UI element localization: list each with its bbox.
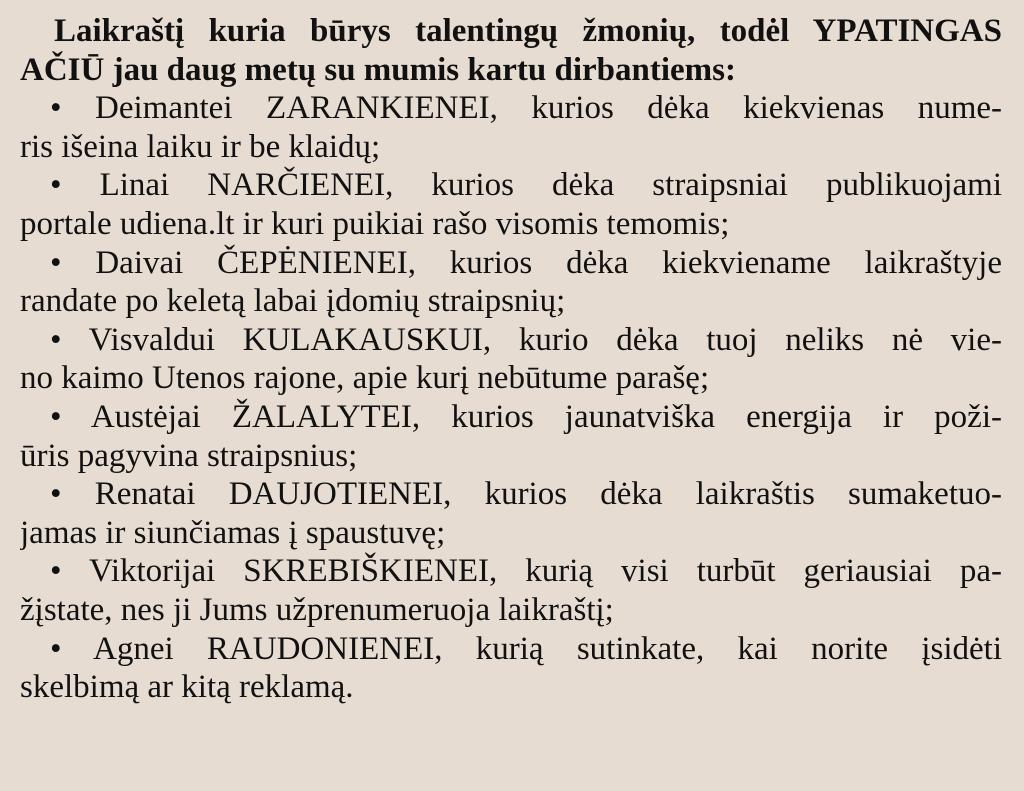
- list-item-line-2: jamas ir siunčiamas į spaustuvę;: [20, 514, 446, 551]
- list-item: [20, 321, 1002, 398]
- list-item-line-1: • Austėjai ŽALALYTEI, kurios jaunatviška energija ir poži-: [50, 398, 1002, 435]
- list-item: [20, 166, 1002, 243]
- list-item-line-1: • Viktorijai SKREBIŠKIENEI, kurią visi turbūt geriausiai pa-: [50, 553, 1002, 590]
- list-item-line-1: • Renatai DAUJOTIENEI, kurios dėka laikraštis sumaketuo-: [50, 476, 1002, 513]
- list-item: [20, 398, 1002, 475]
- list-item-line-2: ūris pagyvina straipsnius;: [20, 437, 358, 474]
- list-item-line-1: • Deimantei ZARANKIENEI, kurios dėka kiekvienas nume-: [50, 90, 1002, 127]
- list-item-line-2: randate po keletą labai įdomių straipsnių;: [20, 283, 566, 320]
- list-item: [20, 475, 1002, 552]
- staff-list: [20, 89, 1002, 707]
- list-item: [20, 552, 1002, 629]
- list-item-line-1: • Agnei RAUDONIENEI, kurią sutinkate, kai norite įsidėti: [50, 630, 1002, 667]
- list-item-line-2: portale udiena.lt ir kuri puikiai rašo visomis temomis;: [20, 205, 730, 242]
- list-item: [20, 89, 1002, 166]
- list-item-line-2: no kaimo Utenos rajone, apie kurį nebūtume parašę;: [20, 360, 710, 397]
- list-item-line-2: ris išeina laiku ir be klaidų;: [20, 128, 381, 165]
- list-item: [20, 630, 1002, 707]
- list-item-line-1: • Daivai ČEPĖNIENEI, kurios dėka kiekviename laikraštyje: [50, 244, 1002, 281]
- intro-line-1: Laikraštį kuria būrys talentingų žmonių, todėl YPATINGAS: [54, 13, 1002, 49]
- list-item-line-2: žįstate, nes ji Jums užprenumeruoja laikraštį;: [20, 591, 614, 628]
- list-item-line-2: skelbimą ar kitą reklamą.: [20, 669, 354, 706]
- list-item: [20, 244, 1002, 321]
- list-item-line-1: • Linai NARČIENEI, kurios dėka straipsniai publikuojami: [50, 167, 1002, 204]
- list-item-line-1: • Visvaldui KULAKAUSKUI, kurio dėka tuoj neliks nė vie-: [50, 321, 1002, 358]
- intro-line-2: AČIŪ jau daug metų su mumis kartu dirbantiems:: [20, 51, 736, 88]
